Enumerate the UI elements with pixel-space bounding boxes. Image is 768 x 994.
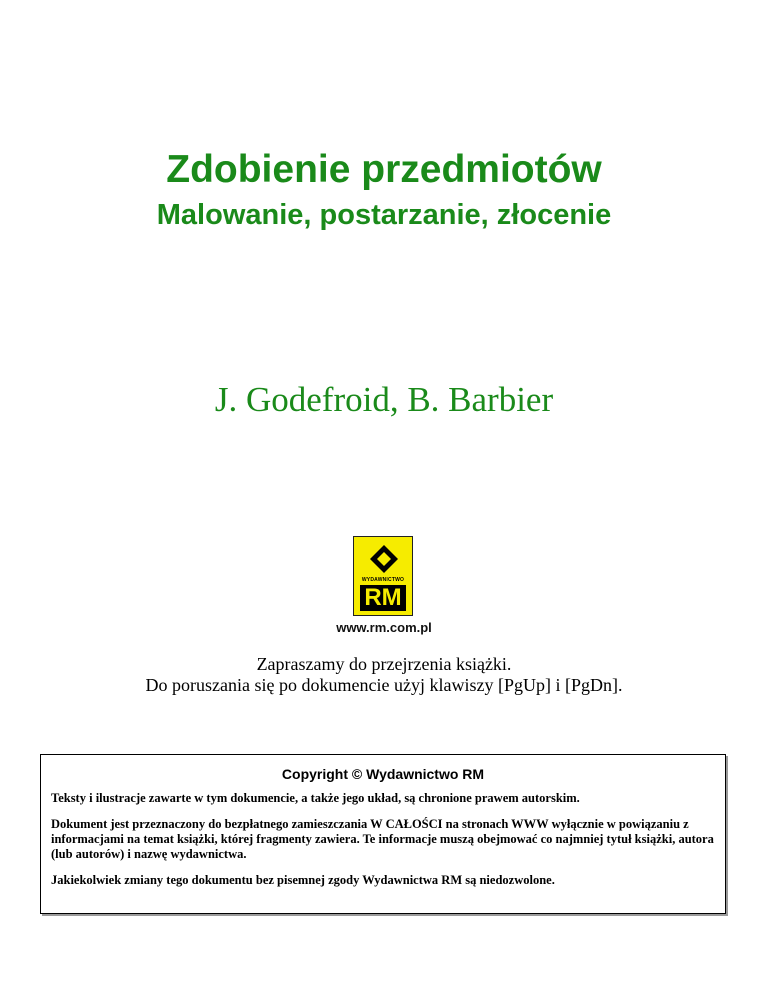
- copyright-paragraph: Jakiekolwiek zmiany tego dokumentu bez pisemnej zgody Wydawnictwa RM są niedozwolone.: [51, 873, 555, 887]
- copyright-paragraph: Dokument jest przeznaczony do bezpłatnego zamieszczania W CAŁOŚCI na stronach WWW wyłącznie w powiązaniu z informacjami na temat książki, której fragmenty zawiera. Te informacje muszą obejmować co najmniej tytuł książki, autora (lub autorów) i nazwę wydawnictwa.: [51, 817, 714, 861]
- invitation-line-1: Zapraszamy do przejrzenia książki.: [256, 654, 512, 674]
- copyright-title: Copyright © Wydawnictwo RM: [281, 766, 485, 782]
- book-subtitle: Malowanie, postarzanie, złocenie: [156, 199, 612, 231]
- copyright-paragraph: Teksty i ilustracje zawarte w tym dokumencie, a także jego układ, są chronione prawem autorskim.: [51, 791, 580, 805]
- publisher-url[interactable]: www.rm.com.pl: [336, 620, 432, 635]
- copyright-box: [40, 754, 726, 914]
- invitation-text: [0, 654, 768, 696]
- publisher-logo: [323, 532, 445, 642]
- logo-label: WYDAWNICTWO: [361, 577, 405, 583]
- logo-mark: RM: [360, 585, 406, 611]
- book-authors: J. Godefroid, B. Barbier: [214, 380, 554, 419]
- logo-badge: [353, 536, 413, 616]
- invitation-line-2: Do poruszania się po dokumencie użyj klawiszy [PgUp] i [PgDn].: [145, 675, 623, 695]
- book-title: Zdobienie przedmiotów: [166, 148, 602, 191]
- diamond-icon: [370, 545, 398, 573]
